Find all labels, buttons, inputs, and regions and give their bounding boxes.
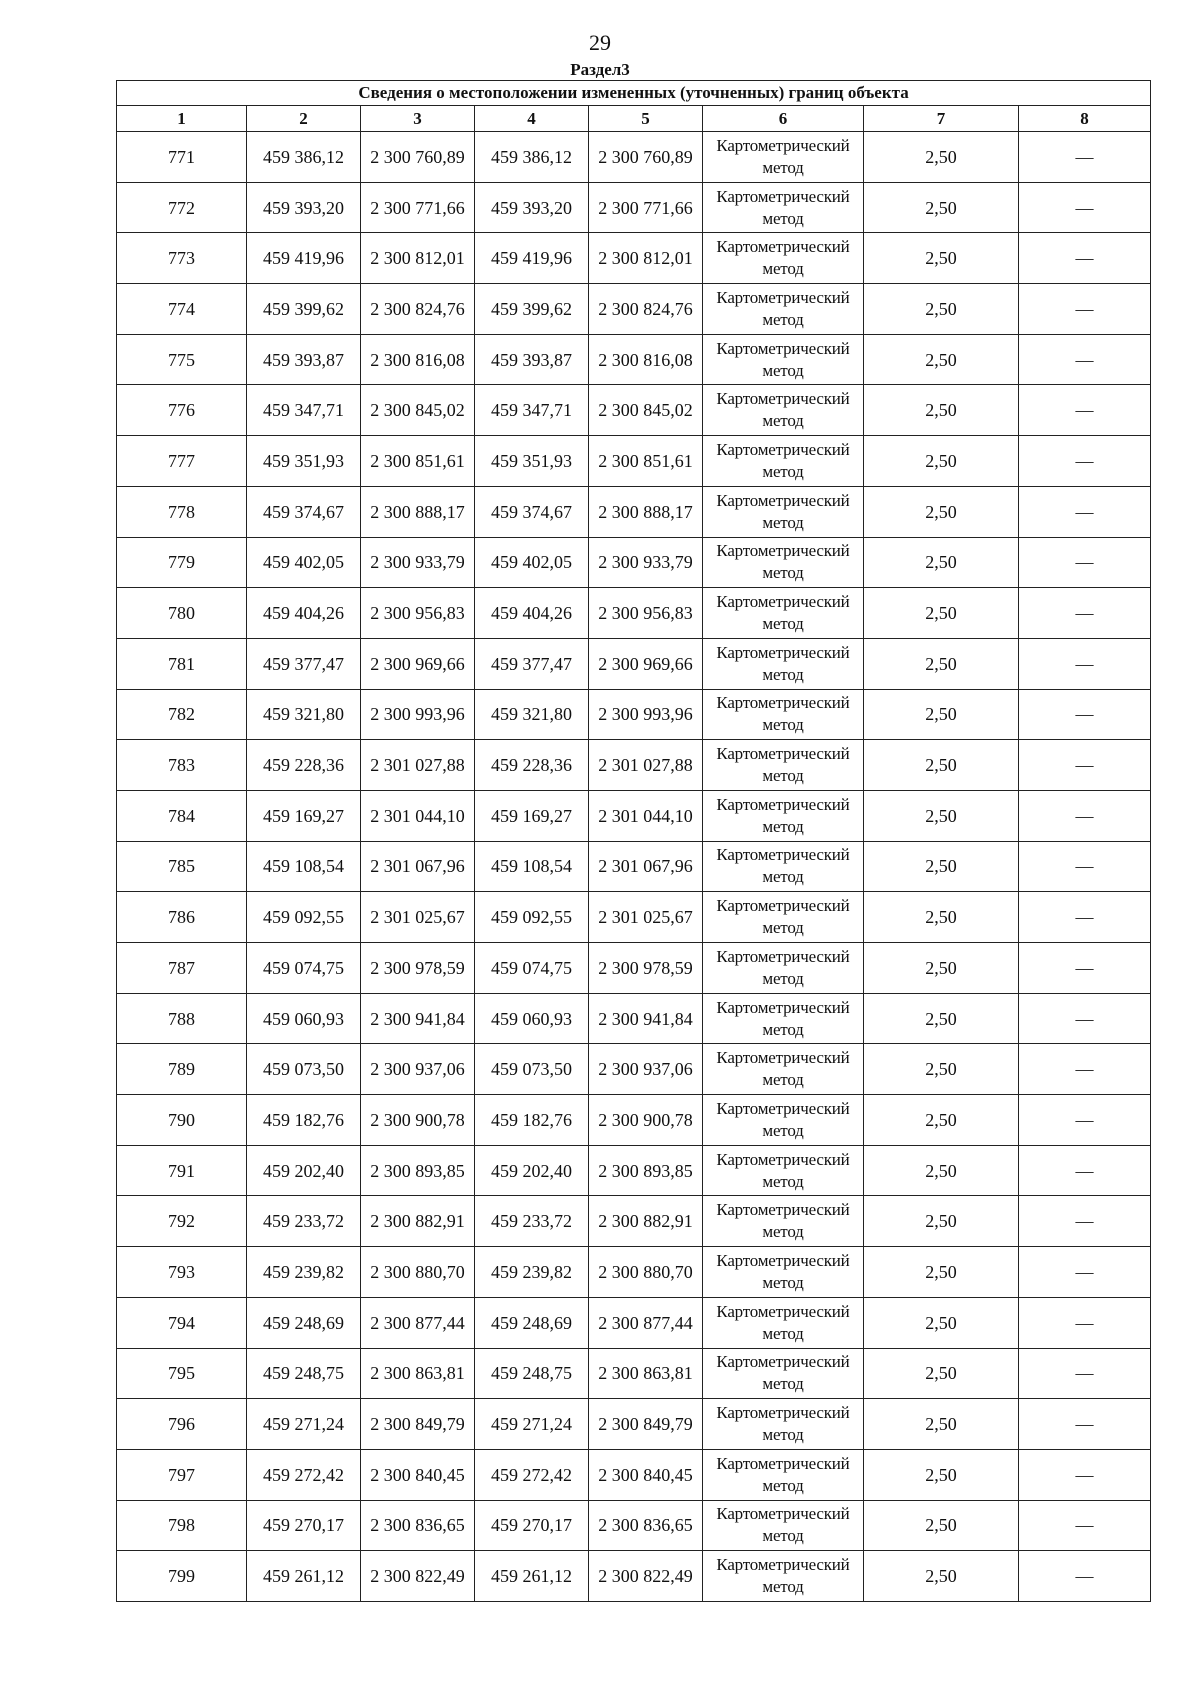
description-cell: —: [1019, 1095, 1151, 1146]
method-cell: Картометрический метод: [703, 1399, 864, 1450]
new-x-cell: 459 074,75: [475, 943, 589, 994]
old-x-cell: 459 169,27: [247, 790, 361, 841]
point-number-cell: 785: [117, 841, 247, 892]
method-cell: Картометрический метод: [703, 943, 864, 994]
point-number-cell: 784: [117, 790, 247, 841]
point-number-cell: 791: [117, 1145, 247, 1196]
new-y-cell: 2 300 824,76: [589, 284, 703, 335]
description-cell: —: [1019, 638, 1151, 689]
description-cell: —: [1019, 1044, 1151, 1095]
new-x-cell: 459 347,71: [475, 385, 589, 436]
old-y-cell: 2 300 900,78: [361, 1095, 475, 1146]
accuracy-cell: 2,50: [864, 1044, 1019, 1095]
old-x-cell: 459 374,67: [247, 486, 361, 537]
old-y-cell: 2 300 840,45: [361, 1449, 475, 1500]
table-row: [117, 892, 1151, 943]
old-y-cell: 2 300 978,59: [361, 943, 475, 994]
accuracy-cell: 2,50: [864, 334, 1019, 385]
point-number-cell: 788: [117, 993, 247, 1044]
new-y-cell: 2 301 025,67: [589, 892, 703, 943]
old-y-cell: 2 300 849,79: [361, 1399, 475, 1450]
description-cell: —: [1019, 790, 1151, 841]
description-cell: —: [1019, 182, 1151, 233]
table-row: [117, 486, 1151, 537]
table-row: [117, 1247, 1151, 1298]
old-x-cell: 459 074,75: [247, 943, 361, 994]
new-x-cell: 459 393,20: [475, 182, 589, 233]
table-row: [117, 1095, 1151, 1146]
old-x-cell: 459 393,87: [247, 334, 361, 385]
description-cell: —: [1019, 841, 1151, 892]
accuracy-cell: 2,50: [864, 132, 1019, 183]
new-y-cell: 2 300 978,59: [589, 943, 703, 994]
table-row: [117, 1297, 1151, 1348]
old-x-cell: 459 073,50: [247, 1044, 361, 1095]
old-x-cell: 459 233,72: [247, 1196, 361, 1247]
column-number: 4: [475, 106, 589, 132]
method-cell: Картометрический метод: [703, 1247, 864, 1298]
accuracy-cell: 2,50: [864, 1297, 1019, 1348]
new-x-cell: 459 393,87: [475, 334, 589, 385]
old-x-cell: 459 239,82: [247, 1247, 361, 1298]
old-y-cell: 2 300 851,61: [361, 436, 475, 487]
method-cell: Картометрический метод: [703, 132, 864, 183]
point-number-cell: 797: [117, 1449, 247, 1500]
table-row: [117, 790, 1151, 841]
point-number-cell: 771: [117, 132, 247, 183]
new-x-cell: 459 377,47: [475, 638, 589, 689]
method-cell: Картометрический метод: [703, 588, 864, 639]
method-cell: Картометрический метод: [703, 1551, 864, 1602]
new-x-cell: 459 202,40: [475, 1145, 589, 1196]
old-x-cell: 459 092,55: [247, 892, 361, 943]
old-y-cell: 2 300 822,49: [361, 1551, 475, 1602]
new-x-cell: 459 419,96: [475, 233, 589, 284]
old-y-cell: 2 301 027,88: [361, 740, 475, 791]
method-cell: Картометрический метод: [703, 740, 864, 791]
old-x-cell: 459 404,26: [247, 588, 361, 639]
new-y-cell: 2 300 816,08: [589, 334, 703, 385]
accuracy-cell: 2,50: [864, 790, 1019, 841]
column-number: 8: [1019, 106, 1151, 132]
old-x-cell: 459 347,71: [247, 385, 361, 436]
new-x-cell: 459 270,17: [475, 1500, 589, 1551]
new-y-cell: 2 300 771,66: [589, 182, 703, 233]
method-cell: Картометрический метод: [703, 1297, 864, 1348]
method-cell: Картометрический метод: [703, 1095, 864, 1146]
old-x-cell: 459 386,12: [247, 132, 361, 183]
accuracy-cell: 2,50: [864, 588, 1019, 639]
point-number-cell: 789: [117, 1044, 247, 1095]
old-x-cell: 459 228,36: [247, 740, 361, 791]
description-cell: —: [1019, 1551, 1151, 1602]
point-number-cell: 799: [117, 1551, 247, 1602]
point-number-cell: 780: [117, 588, 247, 639]
new-y-cell: 2 300 760,89: [589, 132, 703, 183]
point-number-cell: 798: [117, 1500, 247, 1551]
point-number-cell: 779: [117, 537, 247, 588]
column-number: 2: [247, 106, 361, 132]
old-y-cell: 2 300 771,66: [361, 182, 475, 233]
accuracy-cell: 2,50: [864, 1145, 1019, 1196]
point-number-cell: 778: [117, 486, 247, 537]
old-y-cell: 2 300 760,89: [361, 132, 475, 183]
new-y-cell: 2 300 877,44: [589, 1297, 703, 1348]
table-row: [117, 1196, 1151, 1247]
method-cell: Картометрический метод: [703, 334, 864, 385]
method-cell: Картометрический метод: [703, 1044, 864, 1095]
new-x-cell: 459 351,93: [475, 436, 589, 487]
old-x-cell: 459 272,42: [247, 1449, 361, 1500]
old-x-cell: 459 399,62: [247, 284, 361, 335]
old-y-cell: 2 300 937,06: [361, 1044, 475, 1095]
table-row: [117, 182, 1151, 233]
new-y-cell: 2 300 956,83: [589, 588, 703, 639]
accuracy-cell: 2,50: [864, 537, 1019, 588]
table-row: [117, 993, 1151, 1044]
description-cell: —: [1019, 1449, 1151, 1500]
old-y-cell: 2 301 025,67: [361, 892, 475, 943]
description-cell: —: [1019, 1500, 1151, 1551]
old-y-cell: 2 301 067,96: [361, 841, 475, 892]
accuracy-cell: 2,50: [864, 486, 1019, 537]
old-y-cell: 2 300 812,01: [361, 233, 475, 284]
table-row: [117, 588, 1151, 639]
method-cell: Картометрический метод: [703, 993, 864, 1044]
table-row: [117, 385, 1151, 436]
old-y-cell: 2 300 816,08: [361, 334, 475, 385]
method-cell: Картометрический метод: [703, 1449, 864, 1500]
accuracy-cell: 2,50: [864, 841, 1019, 892]
accuracy-cell: 2,50: [864, 436, 1019, 487]
method-cell: Картометрический метод: [703, 638, 864, 689]
new-y-cell: 2 300 836,65: [589, 1500, 703, 1551]
table-row: [117, 689, 1151, 740]
new-x-cell: 459 271,24: [475, 1399, 589, 1450]
new-y-cell: 2 300 993,96: [589, 689, 703, 740]
section-title: Раздел3: [570, 60, 630, 79]
point-number-cell: 782: [117, 689, 247, 740]
old-x-cell: 459 248,75: [247, 1348, 361, 1399]
table-row: [117, 1044, 1151, 1095]
table-row: [117, 436, 1151, 487]
accuracy-cell: 2,50: [864, 1196, 1019, 1247]
new-y-cell: 2 301 067,96: [589, 841, 703, 892]
table-row: [117, 233, 1151, 284]
point-number-cell: 787: [117, 943, 247, 994]
description-cell: —: [1019, 1145, 1151, 1196]
new-x-cell: 459 402,05: [475, 537, 589, 588]
new-y-cell: 2 300 840,45: [589, 1449, 703, 1500]
old-x-cell: 459 393,20: [247, 182, 361, 233]
new-y-cell: 2 300 845,02: [589, 385, 703, 436]
method-cell: Картометрический метод: [703, 1145, 864, 1196]
old-x-cell: 459 321,80: [247, 689, 361, 740]
coordinates-table: [116, 80, 1151, 1602]
accuracy-cell: 2,50: [864, 740, 1019, 791]
new-x-cell: 459 092,55: [475, 892, 589, 943]
method-cell: Картометрический метод: [703, 182, 864, 233]
old-x-cell: 459 270,17: [247, 1500, 361, 1551]
new-x-cell: 459 169,27: [475, 790, 589, 841]
new-x-cell: 459 272,42: [475, 1449, 589, 1500]
new-y-cell: 2 300 822,49: [589, 1551, 703, 1602]
new-y-cell: 2 301 027,88: [589, 740, 703, 791]
method-cell: Картометрический метод: [703, 1348, 864, 1399]
new-y-cell: 2 300 937,06: [589, 1044, 703, 1095]
accuracy-cell: 2,50: [864, 1095, 1019, 1146]
table-row: [117, 1145, 1151, 1196]
new-y-cell: 2 300 900,78: [589, 1095, 703, 1146]
table-row: [117, 334, 1151, 385]
old-y-cell: 2 300 969,66: [361, 638, 475, 689]
new-y-cell: 2 300 893,85: [589, 1145, 703, 1196]
method-cell: Картометрический метод: [703, 436, 864, 487]
point-number-cell: 781: [117, 638, 247, 689]
accuracy-cell: 2,50: [864, 385, 1019, 436]
accuracy-cell: 2,50: [864, 1348, 1019, 1399]
accuracy-cell: 2,50: [864, 689, 1019, 740]
description-cell: —: [1019, 588, 1151, 639]
new-y-cell: 2 300 880,70: [589, 1247, 703, 1298]
table-row: [117, 740, 1151, 791]
old-y-cell: 2 300 893,85: [361, 1145, 475, 1196]
accuracy-cell: 2,50: [864, 182, 1019, 233]
description-cell: —: [1019, 537, 1151, 588]
old-y-cell: 2 300 956,83: [361, 588, 475, 639]
accuracy-cell: 2,50: [864, 993, 1019, 1044]
new-y-cell: 2 300 969,66: [589, 638, 703, 689]
description-cell: —: [1019, 1297, 1151, 1348]
table-row: [117, 537, 1151, 588]
table-caption: Сведения о местоположении измененных (уточненных) границ объекта: [117, 81, 1151, 106]
table-row: [117, 1348, 1151, 1399]
column-number: 1: [117, 106, 247, 132]
point-number-cell: 777: [117, 436, 247, 487]
old-y-cell: 2 300 888,17: [361, 486, 475, 537]
old-x-cell: 459 377,47: [247, 638, 361, 689]
old-x-cell: 459 248,69: [247, 1297, 361, 1348]
point-number-cell: 790: [117, 1095, 247, 1146]
table-row: [117, 841, 1151, 892]
old-y-cell: 2 300 863,81: [361, 1348, 475, 1399]
old-y-cell: 2 300 941,84: [361, 993, 475, 1044]
old-y-cell: 2 300 933,79: [361, 537, 475, 588]
new-y-cell: 2 300 933,79: [589, 537, 703, 588]
point-number-cell: 786: [117, 892, 247, 943]
new-x-cell: 459 321,80: [475, 689, 589, 740]
old-x-cell: 459 419,96: [247, 233, 361, 284]
description-cell: —: [1019, 486, 1151, 537]
accuracy-cell: 2,50: [864, 1449, 1019, 1500]
table-row: [117, 943, 1151, 994]
column-number: 3: [361, 106, 475, 132]
table-row: [117, 1449, 1151, 1500]
description-cell: —: [1019, 892, 1151, 943]
page-number: 29: [589, 30, 611, 55]
new-x-cell: 459 261,12: [475, 1551, 589, 1602]
table-row: [117, 638, 1151, 689]
accuracy-cell: 2,50: [864, 1247, 1019, 1298]
table-row: [117, 132, 1151, 183]
accuracy-cell: 2,50: [864, 1399, 1019, 1450]
description-cell: —: [1019, 334, 1151, 385]
table-row: [117, 1551, 1151, 1602]
method-cell: Картометрический метод: [703, 486, 864, 537]
description-cell: —: [1019, 1348, 1151, 1399]
old-x-cell: 459 351,93: [247, 436, 361, 487]
new-x-cell: 459 073,50: [475, 1044, 589, 1095]
method-cell: Картометрический метод: [703, 1196, 864, 1247]
new-x-cell: 459 228,36: [475, 740, 589, 791]
new-x-cell: 459 233,72: [475, 1196, 589, 1247]
old-y-cell: 2 300 882,91: [361, 1196, 475, 1247]
description-cell: —: [1019, 436, 1151, 487]
point-number-cell: 775: [117, 334, 247, 385]
description-cell: —: [1019, 385, 1151, 436]
old-y-cell: 2 300 845,02: [361, 385, 475, 436]
new-x-cell: 459 248,75: [475, 1348, 589, 1399]
point-number-cell: 774: [117, 284, 247, 335]
accuracy-cell: 2,50: [864, 1500, 1019, 1551]
method-cell: Картометрический метод: [703, 790, 864, 841]
point-number-cell: 772: [117, 182, 247, 233]
new-y-cell: 2 300 888,17: [589, 486, 703, 537]
old-y-cell: 2 301 044,10: [361, 790, 475, 841]
new-y-cell: 2 300 941,84: [589, 993, 703, 1044]
old-y-cell: 2 300 993,96: [361, 689, 475, 740]
description-cell: —: [1019, 1196, 1151, 1247]
table-row: [117, 1399, 1151, 1450]
old-x-cell: 459 271,24: [247, 1399, 361, 1450]
accuracy-cell: 2,50: [864, 638, 1019, 689]
old-y-cell: 2 300 880,70: [361, 1247, 475, 1298]
method-cell: Картометрический метод: [703, 841, 864, 892]
new-y-cell: 2 300 849,79: [589, 1399, 703, 1450]
point-number-cell: 783: [117, 740, 247, 791]
point-number-cell: 796: [117, 1399, 247, 1450]
point-number-cell: 792: [117, 1196, 247, 1247]
description-cell: —: [1019, 132, 1151, 183]
description-cell: —: [1019, 233, 1151, 284]
method-cell: Картометрический метод: [703, 689, 864, 740]
new-x-cell: 459 374,67: [475, 486, 589, 537]
method-cell: Картометрический метод: [703, 892, 864, 943]
method-cell: Картометрический метод: [703, 385, 864, 436]
description-cell: —: [1019, 284, 1151, 335]
column-number: 6: [703, 106, 864, 132]
new-x-cell: 459 108,54: [475, 841, 589, 892]
table-row: [117, 284, 1151, 335]
new-x-cell: 459 404,26: [475, 588, 589, 639]
new-x-cell: 459 239,82: [475, 1247, 589, 1298]
point-number-cell: 795: [117, 1348, 247, 1399]
method-cell: Картометрический метод: [703, 1500, 864, 1551]
new-y-cell: 2 301 044,10: [589, 790, 703, 841]
description-cell: —: [1019, 943, 1151, 994]
description-cell: —: [1019, 740, 1151, 791]
old-x-cell: 459 202,40: [247, 1145, 361, 1196]
old-x-cell: 459 182,76: [247, 1095, 361, 1146]
new-y-cell: 2 300 882,91: [589, 1196, 703, 1247]
method-cell: Картометрический метод: [703, 284, 864, 335]
new-y-cell: 2 300 812,01: [589, 233, 703, 284]
new-x-cell: 459 386,12: [475, 132, 589, 183]
old-x-cell: 459 060,93: [247, 993, 361, 1044]
table-body: [117, 132, 1151, 1602]
method-cell: Картометрический метод: [703, 233, 864, 284]
new-y-cell: 2 300 851,61: [589, 436, 703, 487]
accuracy-cell: 2,50: [864, 233, 1019, 284]
column-number: 5: [589, 106, 703, 132]
old-x-cell: 459 402,05: [247, 537, 361, 588]
old-y-cell: 2 300 836,65: [361, 1500, 475, 1551]
description-cell: —: [1019, 993, 1151, 1044]
point-number-cell: 793: [117, 1247, 247, 1298]
old-y-cell: 2 300 824,76: [361, 284, 475, 335]
new-y-cell: 2 300 863,81: [589, 1348, 703, 1399]
description-cell: —: [1019, 689, 1151, 740]
method-cell: Картометрический метод: [703, 537, 864, 588]
accuracy-cell: 2,50: [864, 892, 1019, 943]
new-x-cell: 459 060,93: [475, 993, 589, 1044]
point-number-cell: 776: [117, 385, 247, 436]
new-x-cell: 459 182,76: [475, 1095, 589, 1146]
old-x-cell: 459 108,54: [247, 841, 361, 892]
column-number: 7: [864, 106, 1019, 132]
new-x-cell: 459 248,69: [475, 1297, 589, 1348]
old-x-cell: 459 261,12: [247, 1551, 361, 1602]
new-x-cell: 459 399,62: [475, 284, 589, 335]
column-number-row: [117, 106, 1151, 132]
point-number-cell: 773: [117, 233, 247, 284]
point-number-cell: 794: [117, 1297, 247, 1348]
accuracy-cell: 2,50: [864, 284, 1019, 335]
old-y-cell: 2 300 877,44: [361, 1297, 475, 1348]
description-cell: —: [1019, 1247, 1151, 1298]
description-cell: —: [1019, 1399, 1151, 1450]
accuracy-cell: 2,50: [864, 1551, 1019, 1602]
table-row: [117, 1500, 1151, 1551]
accuracy-cell: 2,50: [864, 943, 1019, 994]
